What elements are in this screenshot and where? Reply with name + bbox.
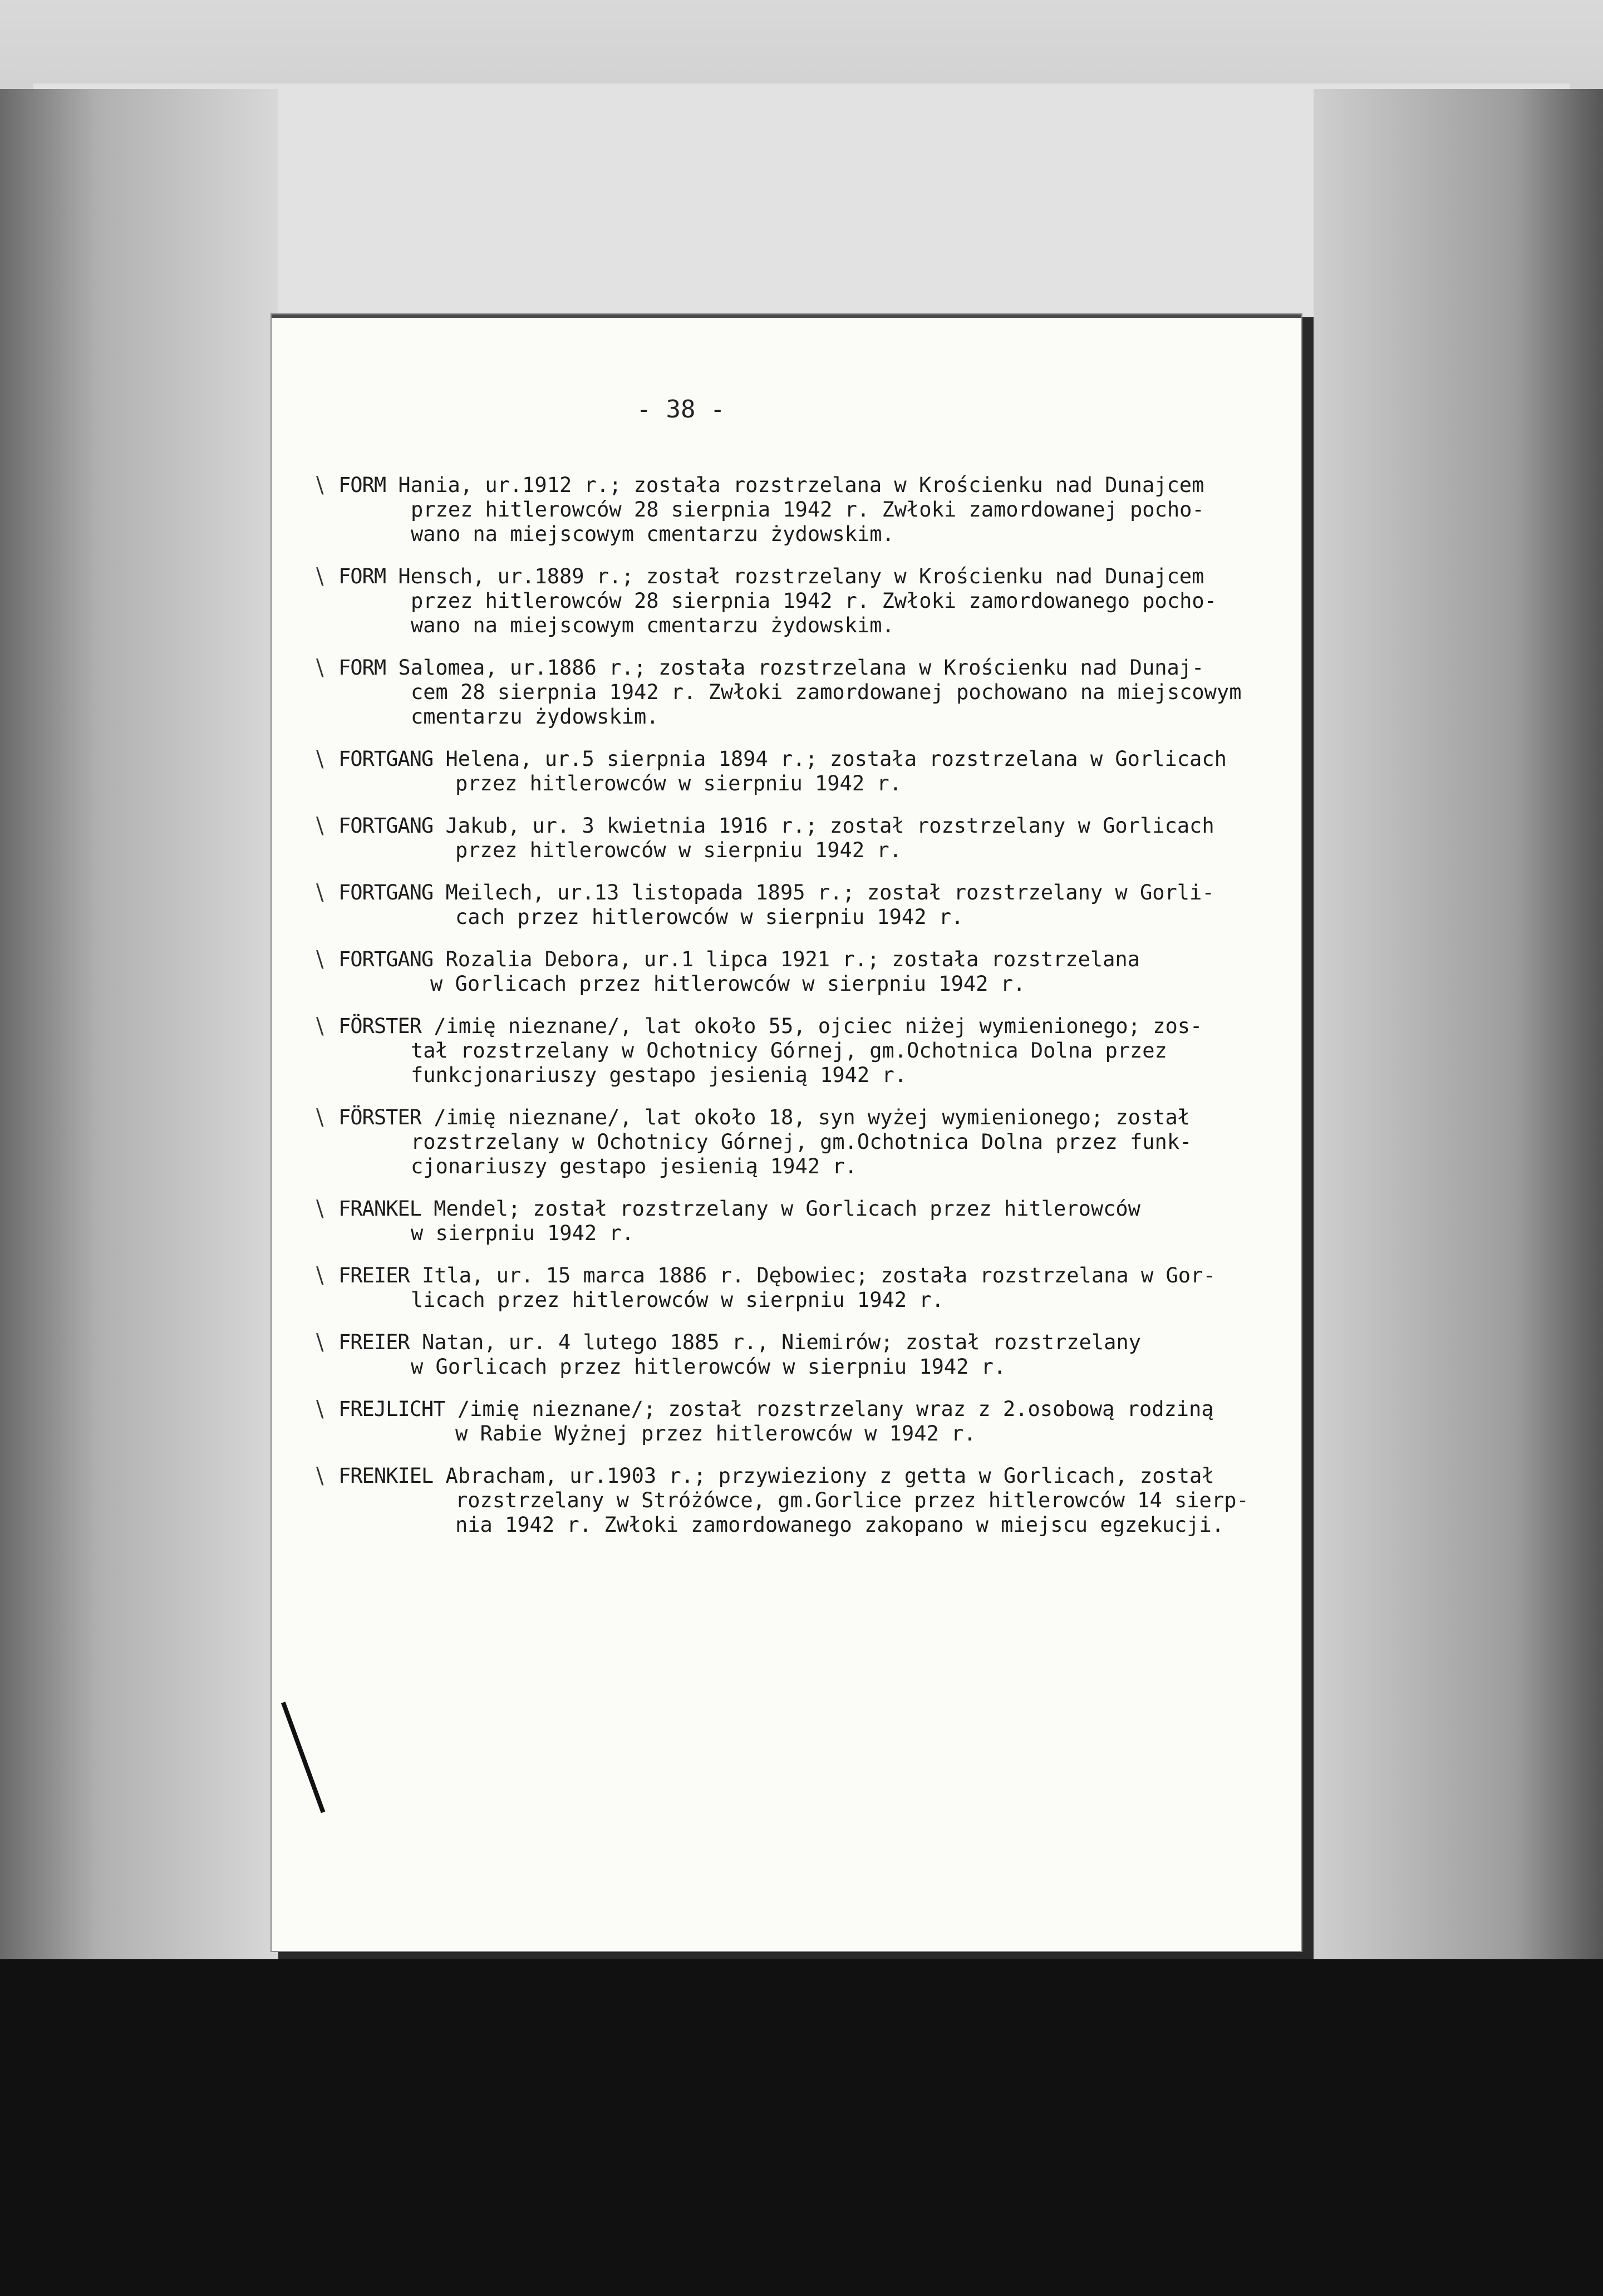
entry-13	[316, 1397, 1285, 1446]
entry-first-line	[338, 1105, 1285, 1130]
entry-surname: FORTGANG	[338, 881, 434, 904]
entry-text: cach przez hitlerowców w sierpniu 1942 r.	[455, 905, 964, 929]
entry-continuation-line	[338, 905, 1285, 930]
document-page	[272, 314, 1301, 1951]
entry-continuation-line	[338, 589, 1285, 613]
entry-text: w sierpniu 1942 r.	[411, 1221, 634, 1245]
entry-11	[316, 1263, 1285, 1312]
entry-text: wano na miejscowym cmentarzu żydowskim.	[411, 613, 894, 637]
entry-text: Hania, ur.1912 r.; została rozstrzelana w Krościenku nad Dunajcem	[398, 473, 1204, 497]
entry-surname: FORM	[338, 656, 386, 680]
entry-7	[316, 947, 1285, 996]
scan-background-right	[1314, 89, 1603, 1982]
check-mark: \	[316, 655, 324, 681]
entry-surname: FÖRSTER	[338, 1014, 421, 1038]
entry-text: w Rabie Wyżnej przez hitlerowców w 1942 r.	[455, 1422, 976, 1446]
scan-background-bottom	[0, 1959, 1603, 2296]
entry-text: tał rozstrzelany w Ochotnicy Górnej, gm.Ochotnica Dolna przez	[411, 1039, 1167, 1063]
check-mark: \	[316, 880, 324, 906]
entry-4	[316, 746, 1285, 796]
entry-continuation-line	[338, 1063, 1285, 1088]
check-mark: \	[316, 947, 324, 972]
entry-surname: FORTGANG	[338, 947, 434, 971]
check-mark: \	[316, 813, 324, 839]
entry-continuation-line	[338, 680, 1285, 705]
entry-text: Abracham, ur.1903 r.; przywieziony z getta w Gorlicach, został	[445, 1464, 1214, 1488]
entry-continuation-line	[338, 705, 1285, 729]
entry-continuation-line	[338, 838, 1285, 863]
page-number: - 38 -	[636, 395, 725, 424]
entry-8	[316, 1014, 1285, 1088]
page-top-edge	[272, 314, 1301, 318]
check-mark: \	[316, 473, 324, 498]
entry-text: cmentarzu żydowskim.	[411, 705, 659, 729]
entry-text: Helena, ur.5 sierpnia 1894 r.; została rozstrzelana w Gorlicach	[445, 747, 1227, 771]
entry-text: funkcjonariuszy gestapo jesienią 1942 r.	[411, 1063, 907, 1087]
entry-first-line	[338, 1197, 1285, 1221]
entry-2	[316, 564, 1285, 638]
entry-first-line	[338, 564, 1285, 589]
entry-text: /imię nieznane/; został rozstrzelany wraz z 2.osobową rodziną	[457, 1397, 1214, 1421]
check-mark: \	[316, 1263, 324, 1289]
entry-text: cjonariuszy gestapo jesienią 1942 r.	[411, 1154, 857, 1178]
entry-list	[316, 473, 1285, 1555]
check-mark: \	[316, 564, 324, 589]
scan-background-left	[0, 89, 278, 1982]
entry-10	[316, 1196, 1285, 1246]
entry-surname: FRENKIEL	[338, 1464, 434, 1488]
entry-text: wano na miejscowym cmentarzu żydowskim.	[411, 522, 894, 546]
entry-surname: FRANKEL	[338, 1197, 421, 1221]
entry-text: przez hitlerowców 28 sierpnia 1942 r. Zwłoki zamordowanej pocho-	[411, 498, 1204, 522]
entry-surname: FORTGANG	[338, 747, 434, 771]
entry-continuation-line	[338, 771, 1285, 796]
entry-text: Meilech, ur.13 listopada 1895 r.; został rozstrzelany w Gorli-	[445, 881, 1214, 904]
entry-text: Hensch, ur.1889 r.; został rozstrzelany w Krościenku nad Dunajcem	[398, 564, 1204, 588]
entry-surname: FORTGANG	[338, 814, 434, 838]
entry-text: rozstrzelany w Stróżówce, gm.Gorlice przez hitlerowców 14 sierp-	[455, 1488, 1249, 1512]
check-mark: \	[316, 746, 324, 772]
entry-text: licach przez hitlerowców w sierpniu 1942 r.	[411, 1288, 944, 1312]
entry-continuation-line	[338, 498, 1285, 522]
entry-first-line	[338, 1464, 1285, 1488]
check-mark: \	[316, 1014, 324, 1039]
check-mark: \	[316, 1463, 324, 1489]
check-mark: \	[316, 1105, 324, 1130]
entry-text: przez hitlerowców w sierpniu 1942 r.	[455, 771, 902, 795]
entry-text: Salomea, ur.1886 r.; została rozstrzelana w Krościenku nad Dunaj-	[398, 656, 1204, 680]
entry-first-line	[338, 1397, 1285, 1422]
entry-12	[316, 1330, 1285, 1379]
entry-surname: FORM	[338, 564, 386, 588]
entry-3	[316, 655, 1285, 729]
entry-continuation-line	[338, 1488, 1285, 1513]
entry-continuation-line	[338, 1221, 1285, 1246]
entry-text: w Gorlicach przez hitlerowców w sierpniu 1942 r.	[430, 972, 1026, 996]
entry-text: rozstrzelany w Ochotnicy Górnej, gm.Ochotnica Dolna przez funk-	[411, 1130, 1192, 1154]
entry-5	[316, 813, 1285, 863]
entry-surname: FÖRSTER	[338, 1105, 421, 1129]
check-mark: \	[316, 1330, 324, 1355]
check-mark: \	[316, 1196, 324, 1222]
entry-text: Jakub, ur. 3 kwietnia 1916 r.; został rozstrzelany w Gorlicach	[445, 814, 1214, 838]
check-mark: \	[316, 1397, 324, 1422]
entry-text: Rozalia Debora, ur.1 lipca 1921 r.; została rozstrzelana	[445, 947, 1140, 971]
entry-continuation-line	[338, 1154, 1285, 1179]
entry-text: Itla, ur. 15 marca 1886 r. Dębowiec; została rozstrzelana w Gor-	[421, 1263, 1216, 1287]
entry-surname: FREIER	[338, 1330, 410, 1354]
entry-surname: FORM	[338, 473, 386, 497]
entry-6	[316, 880, 1285, 930]
entry-text: /imię nieznane/, lat około 18, syn wyżej wymienionego; został	[434, 1105, 1191, 1129]
entry-continuation-line	[338, 1039, 1285, 1063]
entry-first-line	[338, 947, 1285, 972]
entry-continuation-line	[338, 1513, 1285, 1537]
entry-surname: FREIER	[338, 1263, 410, 1287]
entry-text: cem 28 sierpnia 1942 r. Zwłoki zamordowanej pochowano na miejscowym	[411, 680, 1242, 704]
entry-first-line	[338, 1330, 1285, 1355]
entry-first-line	[338, 814, 1285, 838]
entry-continuation-line	[338, 613, 1285, 638]
entry-continuation-line	[338, 1288, 1285, 1312]
entry-1	[316, 473, 1285, 547]
entry-continuation-line	[338, 522, 1285, 547]
entry-first-line	[338, 473, 1285, 498]
entry-surname: FREJLICHT	[338, 1397, 445, 1421]
entry-first-line	[338, 747, 1285, 771]
entry-text: nia 1942 r. Zwłoki zamordowanego zakopano w miejscu egzekucji.	[455, 1513, 1225, 1537]
entry-continuation-line	[338, 972, 1285, 996]
entry-continuation-line	[338, 1355, 1285, 1379]
entry-text: /imię nieznane/, lat około 55, ojciec niżej wymienionego; zos-	[434, 1014, 1203, 1038]
entry-text: przez hitlerowców w sierpniu 1942 r.	[455, 838, 902, 862]
entry-first-line	[338, 881, 1285, 905]
entry-text: Natan, ur. 4 lutego 1885 r., Niemirów; został rozstrzelany	[421, 1330, 1141, 1354]
entry-first-line	[338, 656, 1285, 680]
entry-text: przez hitlerowców 28 sierpnia 1942 r. Zwłoki zamordowanego pocho-	[411, 589, 1217, 613]
entry-first-line	[338, 1014, 1285, 1039]
entry-9	[316, 1105, 1285, 1179]
entry-14	[316, 1463, 1285, 1537]
entry-continuation-line	[338, 1422, 1285, 1446]
entry-text: Mendel; został rozstrzelany w Gorlicach przez hitlerowców	[434, 1197, 1140, 1221]
entry-text: w Gorlicach przez hitlerowców w sierpniu 1942 r.	[411, 1355, 1006, 1379]
entry-first-line	[338, 1263, 1285, 1288]
entry-continuation-line	[338, 1130, 1285, 1154]
